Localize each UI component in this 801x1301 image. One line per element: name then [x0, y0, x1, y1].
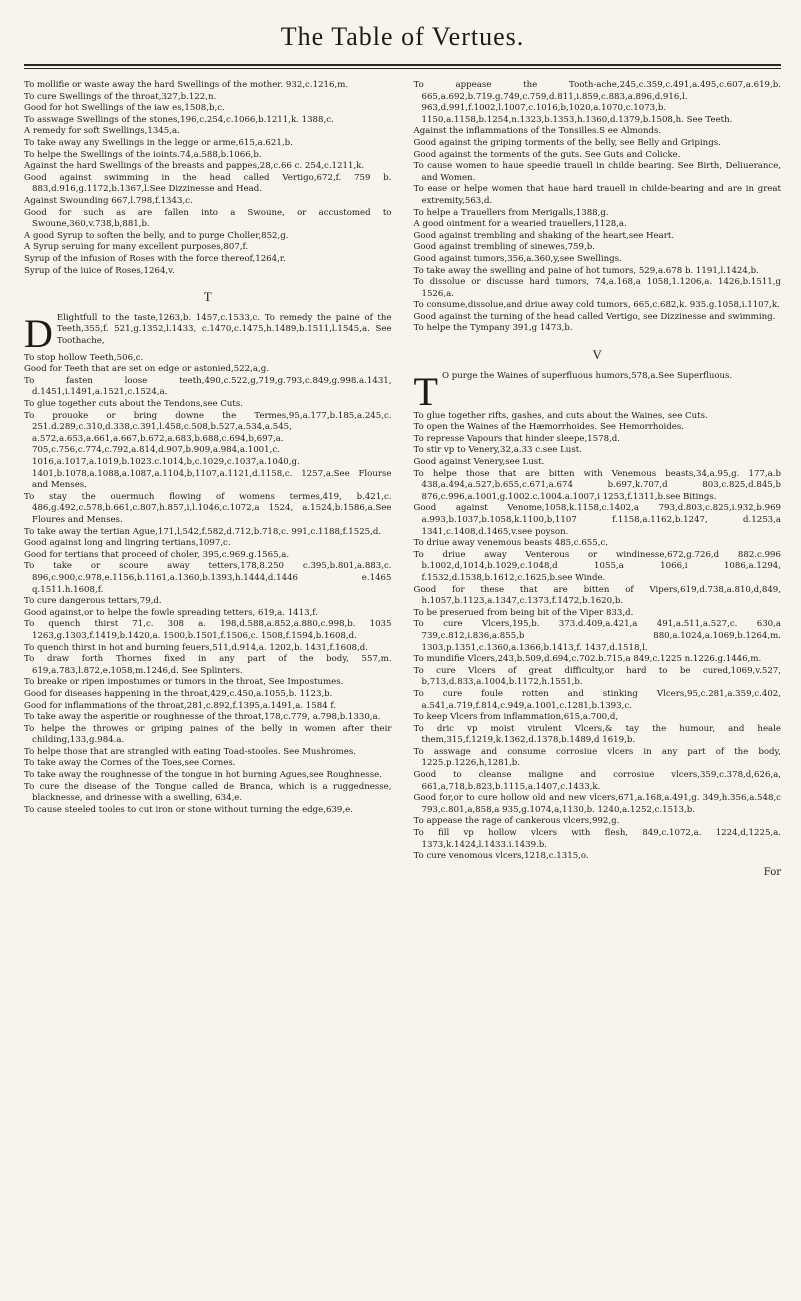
- index-entry: Against the hard Swellings of the breasts and pappes,28,c.66 c. 254,c.1211,k.: [24, 161, 365, 172]
- drop-capital: T: [413, 368, 438, 414]
- right-column: [414, 80, 782, 878]
- index-entry: To asswage and consume corrosiue vlcers in any part of the body, 1225.p.1226,h,1281,b.: [413, 746, 781, 769]
- index-entry: To mollifie or waste away the hard Swellings of the mother. 932,c.1216,m.: [24, 80, 349, 90]
- index-entry: To appease the rage of cankerous vlcers,992,g.: [413, 816, 620, 827]
- index-entry: To consume,dissolue,and driue away cold tumors, 665,c.682,k. 935.g.1058,i.1107,k.: [413, 300, 780, 311]
- index-entry: To quench thirst 71,c. 308 a. 198,d.588,a.852,a.880,c.998,b. 1035 1263,g.1303,f.1419,b.1420,a. 1500,b.1501,f.1506,c. 1508,f.1594,b.1608,d.: [24, 619, 392, 641]
- index-entry: To stay the ouermuch flowing of womens termes,419, b.421,c. 486,g.492,c.578,b.661,c.807,h.857,i,l.1046,c.1072,a 1524, a.1524,b.1586,a.See Floures and Menses.: [24, 491, 392, 525]
- index-entry: To take or scoure away tetters,178,8.250 c.395,b.801,a.883,c. 896,c.900,c.978,e.1156,b.1161,a.1360,b.1393,h.1444,d.1446 e.1465 q.1511.h.1608,f.: [24, 561, 392, 595]
- index-entry: To helpe those that are strangled with eating Toad-stooles. See Mushromes.: [24, 746, 357, 757]
- index-entry: To driue away Venterous or windinesse,672,g.726,d 882.c.996 b.1002,d,1014,b.1029,c.1048,d 1055,a 1066,i 1086,a.1294, f.1532,d.1538,b.1612,c.1625,b.see Winde.: [413, 549, 781, 583]
- header-rule: [24, 64, 781, 66]
- index-entry: To prouoke or bring downe the Termes,95,a.177,b.185,a.245,c. 251.d.289,c.310,d.338,c.391,l.458,c.508,b.527,a.534,a.545, a.572,a.653,a.661,a.667,b.672,a.683,b.688,c.694,b,697,a. 705,c.756,c.774,c.792,a.814,d.907,b.909,a.984,a.1001,c. 1016,a.1017,a.1019,b.1023.c.1014,b,c.1029,c.1037,a.1040,g. 1401,b.1078,a.1088,a.1087,a.1104,b,1107,a.1121,d.1158,c. 1257,a.See Flourse and Menses.: [24, 410, 392, 491]
- index-entry: To mundifie Vlcers,243,b.509,d.694,c.702.b.715,a 849,c.1225 n.1226.g.1446,m.: [413, 654, 762, 665]
- index-entry: A remedy for soft Swellings,1345,a.: [24, 126, 180, 137]
- index-entry: To glue together rifts, gashes, and cuts about the Waines, see Cuts.: [413, 410, 708, 421]
- index-entry: To helpe the Swellings of the ioints.74,a.588,b.1066,b.: [24, 149, 262, 160]
- index-entry: Good for inflammations of the throat,281,c.892,f.1395,a.1491,a. 1584 f.: [24, 700, 336, 711]
- index-entry: A Syrup seruing for many excellent purposes,807,f.: [24, 242, 249, 253]
- index-entry: To driue away venemous beasts 485,c.655,c.: [413, 538, 609, 549]
- index-entry: To draw forth Thornes fixed in any part of the body, 557,m. 619,a.783,l.872,e.1058,m.1246,d. See Splinters.: [24, 654, 392, 676]
- index-entry: To cure venomous vlcers,1218,c.1315,o.: [413, 851, 589, 862]
- entries-v-group: [414, 411, 782, 863]
- index-entry: To cure the disease of the Tongue called de Branca, which is a ruggednesse, blacknesse, and drinesse with a swelling, 634,e.: [24, 781, 392, 804]
- index-entry: To helpe those that are bitten with Venemous beasts,34,a.95,g. 177,a.b 438,a.494,a.527,b.655,c.671,a.674 b.697,k.707,d 803,c.825,d.845,b 876,c.996,a.1001,g.1002.c.1004.a.1007,i 1253,f.1311,b.see Bitings.: [413, 468, 781, 502]
- index-entry: To appease the Tooth-ache,245,c.359,c.491,a.495,c.607,a.619,b. 665,a.692,b.719.g.749,c.759,d.811,i.859,c.883,a.896,d.916,l. 963,d.991,f.1002,l.1007,c.1016,b,1020,a.1070,c.1073,b. 1150,a.1158,b.1254,n.1323,b.1353,h.1360,d.1379,b.1508,h. See Teeth.: [413, 80, 781, 125]
- index-entry: To keep Vlcers from inflammation,615,a.700,d,: [413, 712, 619, 723]
- index-entry: To glue together cuts about the Tendons,see Cuts.: [24, 399, 244, 410]
- index-entry: Good for diseases happening in the throat,429,c.450,a.1055,b. 1123,b.: [24, 688, 333, 699]
- index-entry: To breake or ripen impostumes or tumors in the throat, See Impostumes.: [24, 677, 344, 688]
- index-entry: To cure dangerous tettars,79,d.: [24, 596, 162, 607]
- index-entry: To take away the roughnesse of the tongue in hot burning Agues,see Roughnesse.: [24, 770, 382, 781]
- index-entry: To cure Swellings of the throat,327,b.122,n.: [24, 91, 217, 102]
- section-letter-t: T: [203, 289, 212, 305]
- index-entry: To take away the tertian Ague,171,l,542,f.582,d.712,b.718,c. 991,c.1188,f.1525,d.: [24, 526, 382, 537]
- index-entry: Syrup of the infusion of Roses with the force thereof,1264,r.: [24, 253, 286, 264]
- index-entry: To stir vp to Venery,32,a.33 c.see Lust.: [413, 445, 582, 456]
- index-entry: Good against Venome,1058,k.1158,c.1402,a 793,d.803,c.825,i.932,b.969 a.993,b.1037,b.1058,k.1100,b,1107 f.1158,a.1162,b.1247, d.1253,a 1341,c.1408,d.1465,v.see poyson.: [413, 503, 781, 537]
- index-entry: To helpe the Tympany 391,g 1473,b.: [413, 323, 573, 334]
- index-entry: To stop hollow Teeth,506,c.: [24, 352, 144, 363]
- catchword: For: [763, 866, 781, 878]
- page-header: [24, 8, 781, 68]
- header-rule-thin: [24, 68, 781, 69]
- index-entry: To fasten loose teeth,490,c.522,g,719,g.793,c.849,g.998.a.1431, d.1451,i.1491,a.1521,c.1524,a.: [24, 375, 392, 398]
- dropcap-entry-text: O purge the Waines of superfluous humors,578,a.See Superfluous.: [441, 370, 733, 381]
- index-entry: Good against the torments of the guts. See Guts and Colicke.: [413, 149, 681, 160]
- index-entry: Good against long and lingring tertians,1097,c.: [24, 538, 231, 549]
- index-entry: Against Swounding 667,l.798,f.1343,c.: [24, 195, 193, 206]
- section-letter-v: V: [592, 347, 602, 363]
- entries-t-group: [24, 353, 392, 817]
- index-entry: To cure foule rotten and stinking Vlcers,95,c.281,a.359,c.402, a.541,a.719,f.814,c.949,a.1001,c.1281,b.1393,c.: [413, 688, 781, 711]
- index-entry: To cause women to haue speedie trauell in childe bearing. See Birth, Deliuerance, and Women.: [413, 161, 781, 183]
- index-entry: A good ointment for a wearied trauellers,1128,a.: [413, 219, 627, 230]
- index-entry: To helpe a Trauellers from Merigalls,1388,g.: [413, 207, 609, 218]
- index-entry: Good against,or to helpe the fowle spreading tetters, 619,a. 1413,f.: [24, 607, 318, 618]
- index-entry: To cause steeled tooles to cut iron or stone without turning the edge,639,e.: [24, 804, 353, 815]
- index-entry: To represse Vapours that hinder sleepe,1578,d.: [413, 433, 621, 444]
- index-entry: To be preserued from being bit of the Viper 833,d.: [413, 607, 634, 618]
- index-entry: Good against Venery,see Lust.: [413, 457, 545, 468]
- index-entry: Good for such as are fallen into a Swoune, or accustomed to Swoune,360,v.738,b,881,b.: [24, 207, 392, 230]
- index-entry: Good for these that are bitten of Vipers,619,d.738,a.810,d,849, h.1057,b.1123,a.1347,c.1373,f.1472,b.1620,b.: [413, 584, 781, 607]
- index-entry: To fill vp hollow vlcers with flesh, 849,c.1072,a. 1224,d,1225,a. 1373,k.1424,l.1433.i.1439.b.: [413, 828, 781, 850]
- entries-t-continued-group: [414, 80, 782, 335]
- index-entry: Good against trembling of sinewes,759,b.: [413, 242, 595, 253]
- dropcap-paragraph-t: [24, 310, 392, 356]
- index-entry: To dissolue or discusse hard tumors, 74,a.168,a 1058,1.1206,a. 1426,b.1511,g 1526,a.: [413, 277, 781, 299]
- index-entry: To take away the Cornes of the Toes,see Cornes.: [24, 758, 236, 769]
- index-entry: To open the Waines of the Hæmorrhoides. See Hemorrhoides.: [413, 422, 685, 433]
- index-entry: Good for Teeth that are set on edge or astonied,522,a,g.: [24, 364, 269, 375]
- drop-capital: D: [24, 310, 53, 356]
- index-columns: [24, 80, 781, 878]
- index-entry: Good for tertians that proceed of choler, 395,c.969.g.1565,a.: [24, 549, 290, 560]
- index-entry: Good against the griping torments of the belly, see Belly and Gripings.: [413, 137, 721, 148]
- left-column: [24, 80, 392, 878]
- index-entry: To dric vp moist virulent Vlcers,& tay the humour, and heale them,315,f.1219,k.1362,d.1378,b.1489,d 1619,b.: [413, 723, 781, 746]
- index-entry: Good against swimming in the head called Vertigo,672,f. 759 b. 883,d.916,g.1172,b.1367,l.See Dizzinesse and Head.: [24, 172, 392, 195]
- index-entry: To asswage Swellings of the stones,196,c.254,c.1066,b.1211,k. 1388,c.: [24, 114, 334, 125]
- index-entry: Good against the turning of the head called Vertigo, see Dizzinesse and swimming.: [413, 311, 776, 322]
- index-entry: A good Syrup to soften the belly, and to purge Choller,852,g.: [24, 230, 289, 241]
- dropcap-entry-text: Elightfull to the taste,1263,b. 1457,c.1533,c. To remedy the paine of the Teeth,355,f. 521,g.1352,l.1433, c.1470,c.1475,h.1489,b.1511,l.1545,a. See Toothache,: [56, 312, 392, 346]
- index-entry: To ease or helpe women that haue hard trauell in childe-bearing and are in great extremity,563,d.: [413, 184, 781, 206]
- index-entry: Good against trembling and shaking of the heart,see Heart.: [413, 230, 675, 241]
- index-entry: Good against tumors,356,a.360,y,see Swellings.: [413, 253, 622, 264]
- index-entry: Good for hot Swellings of the iaw es,1508,b,c.: [24, 103, 225, 114]
- index-entry: To take away the swelling and paine of hot tumors, 529,a.678 b. 1191,l.1424,b.: [413, 265, 759, 276]
- index-entry: To helpe the throwes or griping paines of the belly in women after their childing,133,g.984.a.: [24, 723, 392, 746]
- index-entry: Good for,or to cure hollow old and new vlcers,671,a.168,a.491,g. 349,h.356,a.548,c 793,c.801,a,858,a 935,g.1074,a,1130,b. 1240,a.1252,c.1513,b.: [413, 793, 781, 815]
- index-entry: To cure Vlcers of great difficulty,or hard to be cured,1069,v.527, b,713,d.833,a.1004,b.1172,h.1551,b.: [413, 665, 781, 688]
- index-entry: Against the inflammations of the Tonsilles.S ee Almonds.: [413, 126, 662, 137]
- entries-s-group: [24, 80, 392, 277]
- index-entry: To quench thirst in hot and burning feuers,511,d.914,a. 1202,b. 1431,f.1608,d.: [24, 642, 368, 653]
- page-title: The Table of Vertues.: [280, 22, 525, 51]
- dropcap-paragraph-v: [413, 368, 782, 414]
- index-entry: To take away any Swellings in the legge or arme,615,a.621,b.: [24, 137, 293, 148]
- index-entry: Good to cleanse maligne and corrosiue vlcers,359,c.378,d,626,a, 661,a,718,b.823,b.1115,a.1407,c.1433,k.: [413, 770, 781, 792]
- index-entry: To cure Vlcers,195,b. 373.d.409,a.421,a 491,a.511,a.527,c. 630,a 739,c.812,i.836,a.855,b 880,a.1024,a.1069,b.1264,m. 1303,p.1351,c.1360,a.1366,b.1413,f. 1437,d.1518,l.: [413, 619, 781, 653]
- index-entry: Syrup of the iuice of Roses,1264,v.: [24, 265, 175, 276]
- index-entry: To take away the asperitie or roughnesse of the throat,178,c.779, a.798,b.1330,a.: [24, 712, 381, 723]
